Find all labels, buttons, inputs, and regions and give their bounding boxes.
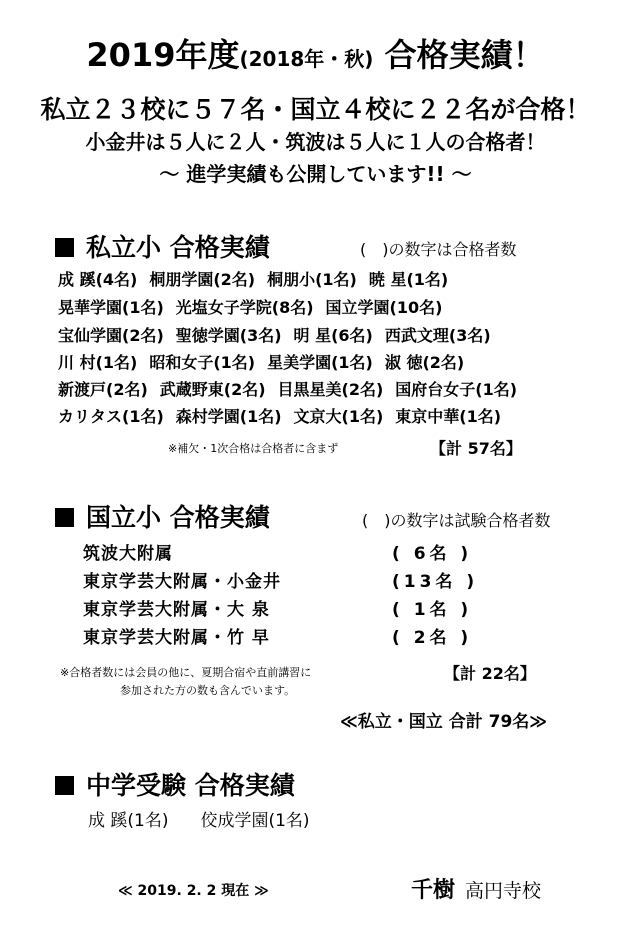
- private-heading-text: 私立小 合格実績: [86, 233, 270, 262]
- national-footnote-line1: ※合格者数には会員の他に、夏期合宿や直前講習に: [60, 666, 312, 679]
- grand-total: ≪私立・国立 合計 79名≫: [340, 712, 548, 732]
- square-bullet-icon: [55, 776, 74, 795]
- national-school-name: 東京学芸大附属・竹 早: [83, 628, 270, 648]
- school-campus: 高円寺校: [465, 880, 542, 902]
- list-item: 文京大(1名): [293, 407, 384, 426]
- list-row: [58, 377, 529, 400]
- list-item: 暁 星(1名): [368, 270, 449, 289]
- list-item: 目黒星美(2名): [277, 380, 384, 399]
- list-item: 聖徳学園(3名): [175, 326, 282, 345]
- title-tail: 合格実績！: [384, 36, 545, 74]
- national-section-heading: [55, 498, 270, 534]
- list-item: 成 蹊(4名): [58, 270, 138, 289]
- square-bullet-icon: [55, 238, 74, 257]
- list-item: 西武文理(3名): [384, 326, 491, 345]
- headline-2: 小金井は５人に２人・筑波は５人に１人の合格者！: [85, 130, 546, 154]
- title-season: (2018年・秋): [239, 47, 374, 71]
- national-school-name: 東京学芸大附属・小金井: [83, 572, 281, 592]
- list-item: 国府台女子(1名): [395, 380, 518, 399]
- school-name: [411, 873, 541, 904]
- list-item: 淑 徳(2名): [384, 353, 465, 372]
- national-school-name: 筑波大附属: [83, 544, 173, 564]
- title-year: 2019年度: [86, 36, 240, 74]
- national-school-count: ( 1名 ): [392, 600, 473, 620]
- list-item: カリタス(1名): [58, 407, 164, 426]
- list-item: 森村学園(1名): [175, 407, 282, 426]
- list-item: 武蔵野東(2名): [159, 380, 266, 399]
- junior-high-heading-text: 中学受験 合格実績: [86, 771, 295, 800]
- list-item: 新渡戸(2名): [58, 380, 148, 399]
- private-section-heading: [55, 228, 270, 264]
- list-item: 昭和女子(1名): [149, 353, 256, 372]
- national-school-count: (13名 ): [392, 572, 479, 592]
- national-footnote-line2: 参加された方の数も含んでいます。: [120, 684, 296, 697]
- list-item: 東京中華(1名): [395, 407, 502, 426]
- list-row: [58, 350, 476, 373]
- list-row: [58, 295, 454, 318]
- list-row: [58, 267, 460, 290]
- as-of-date: ≪ 2019. 2. 2 現在 ≫: [118, 883, 269, 899]
- national-school-name: 東京学芸大附属・大 泉: [83, 600, 270, 620]
- national-note: ( )の数字は試験合格者数: [362, 511, 551, 530]
- page-title: [0, 30, 631, 76]
- national-school-count: ( 6名 ): [392, 544, 473, 564]
- list-item: 晃華学園(1名): [58, 298, 164, 317]
- national-heading-text: 国立小 合格実績: [86, 503, 270, 532]
- national-school-count: ( 2名 ): [392, 628, 473, 648]
- headline-1: 私立２３校に５７名・国立４校に２２名が合格！: [40, 95, 591, 124]
- list-item: 宝仙学園(2名): [58, 326, 164, 345]
- list-item: 桐朋小(1名): [267, 270, 357, 289]
- list-row: [58, 323, 503, 346]
- list-item: 国立学園(10名): [325, 298, 443, 317]
- school-brand: 千樹: [411, 878, 456, 903]
- private-total: 【計 57名】: [430, 439, 522, 458]
- list-item: 光塩女子学院(8名): [175, 298, 314, 317]
- list-item: 佼成学園(1名): [200, 811, 310, 831]
- list-item: 成 蹊(1名): [88, 811, 169, 831]
- national-total: 【計 22名】: [444, 664, 536, 683]
- list-row: [58, 404, 513, 427]
- junior-high-section-heading: [55, 766, 295, 802]
- list-item: 星美学園(1名): [267, 353, 373, 372]
- list-item: 桐朋学園(2名): [149, 270, 256, 289]
- square-bullet-icon: [55, 508, 74, 527]
- junior-high-list: [88, 806, 342, 831]
- list-item: 明 星(6名): [293, 326, 373, 345]
- private-footnote: ※補欠・1次合格は合格者に含まず: [168, 442, 339, 455]
- private-note: ( )の数字は合格者数: [360, 240, 517, 259]
- headline-3: ～ 進学実績も公開しています!! ～: [159, 162, 472, 186]
- list-item: 川 村(1名): [58, 353, 138, 372]
